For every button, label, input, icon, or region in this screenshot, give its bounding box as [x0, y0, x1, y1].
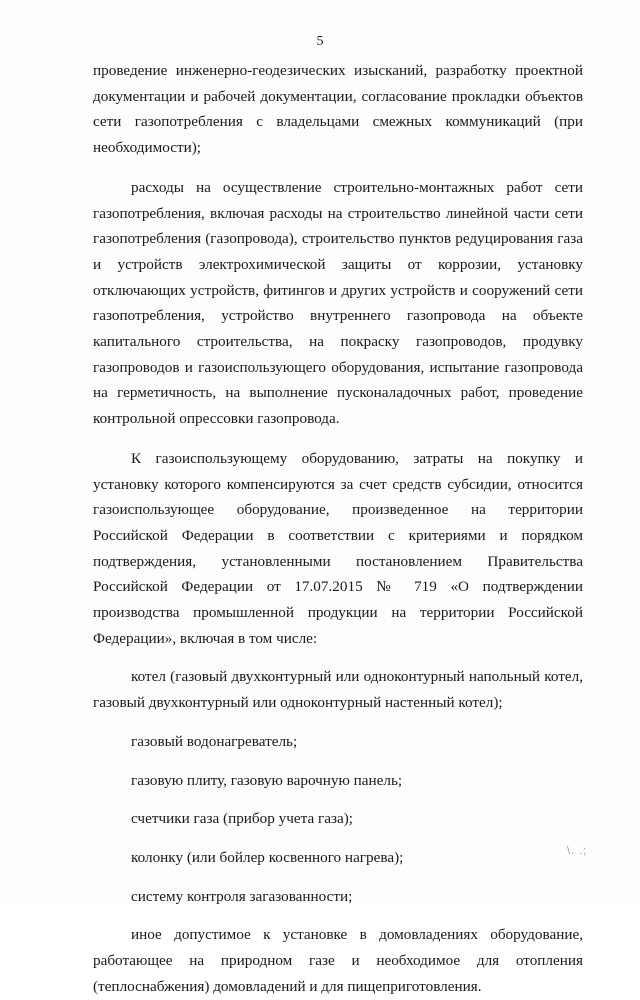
- list-item-gas-meter: счетчики газа (прибор учета газа);: [131, 810, 353, 828]
- list-item-gas-stove: газовую плиту, газовую варочную панель;: [131, 771, 403, 789]
- list-item-water-heater: газовый водонагреватель;: [131, 732, 298, 750]
- list-item-gas-control: систему контроля загазованности;: [131, 887, 353, 905]
- document-body: [93, 58, 583, 1000]
- paragraph-equipment-intro: К газоиспользующему оборудованию, затраты на покупку и установку которого компенсируются за счет средств субсидии, относится газоиспользующее оборудование, произведенное на территории Российской Федерации в соответствии с критериями и порядком подтверждения, установленными постановлением Правительства Российской Федерации от 17.07.2015 № 719 «О подтверждении производства промышленной продукции на территории Российской Федерации», включая в том числе:: [93, 449, 583, 647]
- paragraph-construction-costs: расходы на осуществление строительно-монтажных работ сети газопотребления, включая расходы на строительство линейной части сети газопотребления (газопровода), строительство пунктов редуцирования газа и устройств электрохимической защиты от коррозии, установку отключающих устройств, фитингов и других устройств и сооружений сети газопотребления, устройство внутреннего газопровода на объекте капитального строительства, на покраску газопроводов, продувку газопроводов и газоиспользующего оборудования, испытание газопровода на герметичность, на выполнение пусконаладочных работ, проведение контрольной опрессовки газопровода.: [93, 178, 583, 428]
- list-item-boiler: котел (газовый двухконтурный или одноконтурный напольный котел, газовый двухконтурный или одноконтурный настенный котел);: [93, 668, 583, 712]
- corner-scan-mark: \. .;: [567, 845, 588, 857]
- page-number: 5: [316, 34, 324, 49]
- paragraph-design-works: проведение инженерно-геодезических изысканий, разработку проектной документации и рабочей документации, согласование прокладки объектов сети газопотребления с владельцами смежных коммуникаций (при необходимости);: [93, 62, 583, 157]
- list-item-column-boiler: колонку (или бойлер косвенного нагрева);: [131, 848, 404, 866]
- list-item-other-equipment: иное допустимое к установке в домовладениях оборудование, работающее на природном газе и необходимое для отопления (теплоснабжения) домовладений и для пищеприготовления.: [93, 926, 583, 995]
